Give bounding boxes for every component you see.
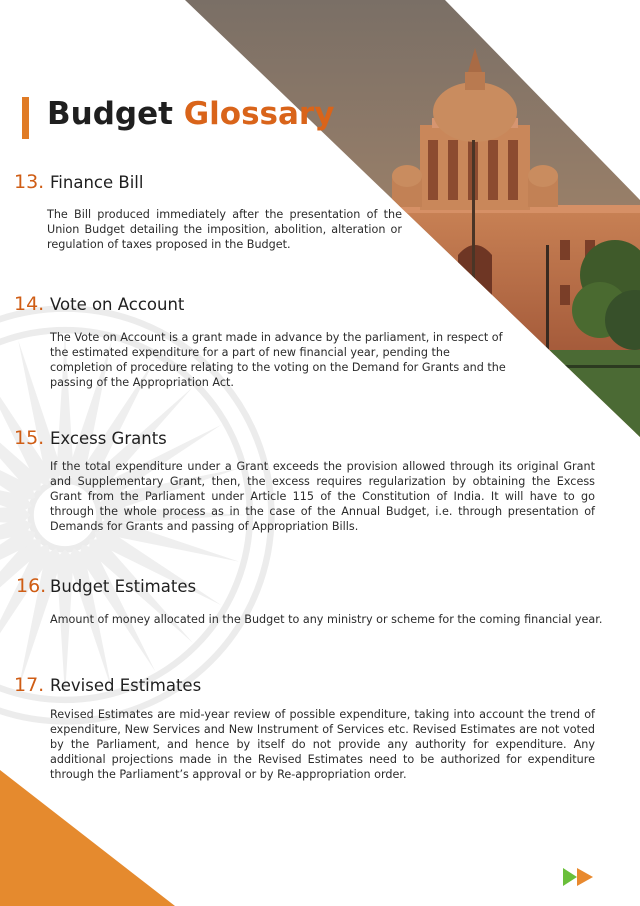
title-word-glossary: Glossary — [183, 96, 335, 132]
entry-definition: Amount of money allocated in the Budget to any ministry or scheme for the coming financial year. — [50, 613, 603, 626]
double-arrow-icon[interactable] — [563, 867, 597, 887]
entry-number: 17. — [14, 674, 45, 696]
entry-term: Revised Estimates — [50, 676, 202, 695]
entry-term: Excess Grants — [50, 429, 167, 448]
entry-number: 16. — [16, 575, 47, 597]
entry-definition: Revised Estimates are mid-year review of possible expenditure, taking into account the trend of expenditure, New Services and New Instrument of Services etc. Revised Estimates are not voted by the Parliament, and hence by itself do not provide any authority for expenditure. Any additional projections made in the Revised Estimates need to be authorized for expenditure through the Parliament’s approval or by Re-appropriation order. — [50, 708, 595, 781]
entry-definition: If the total expenditure under a Grant exceeds the provision allowed through its original Grant and Supplementary Grant, then, the excess requires regularization by obtaining the Excess Grant from the Parliament under Article 115 of the Constitution of India. It will have to go through the whole process as in the case of the Annual Budget, i.e. through presentation of Demands for Grants and passing of Appropriation Bills. — [50, 460, 595, 533]
page-title — [47, 96, 334, 132]
entry-definition: The Bill produced immediately after the presentation of the Union Budget detailing the imposition, abolition, alteration or regulation of taxes proposed in the Budget. — [47, 208, 402, 251]
entry-term: Vote on Account — [50, 295, 185, 314]
entry-term: Finance Bill — [50, 173, 144, 192]
title-accent-bar — [22, 97, 29, 139]
entry-number: 14. — [14, 293, 45, 315]
entry-term: Budget Estimates — [50, 577, 197, 596]
entry-definition: The Vote on Account is a grant made in advance by the parliament, in respect of the estimated expenditure for a part of new financial year, pending the completion of procedure relating to the voting on the Demand for Grants and the passing of the Appropriation Act. — [50, 331, 506, 389]
entry-number: 13. — [14, 171, 45, 193]
entry-number: 15. — [14, 427, 45, 449]
title-word-budget: Budget — [47, 96, 173, 132]
